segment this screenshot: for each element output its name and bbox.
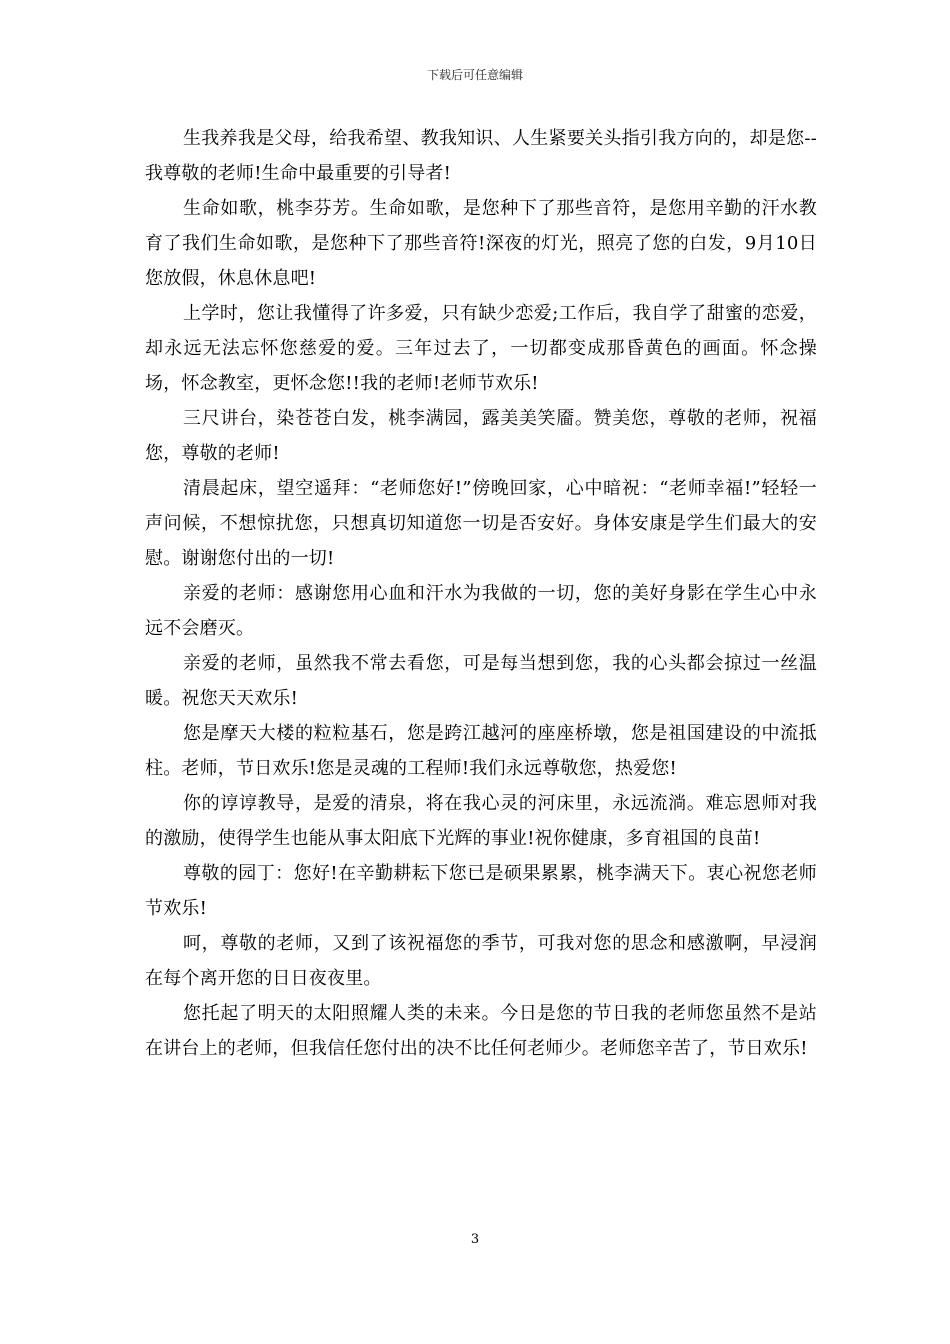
- paragraph: 呵，尊敬的老师，又到了该祝福您的季节，可我对您的思念和感激啊，早浸润在每个离开您的日日夜夜里。: [145, 933, 817, 989]
- paragraph: 清晨起床，望空遥拜：“老师您好!”傍晚回家，心中暗祝：“老师幸福!”轻轻一声问候，不想惊扰您，只想真切知道您一切是否安好。身体安康是学生们最大的安慰。谢谢您付出的一切!: [145, 478, 817, 569]
- page-header: 下载后可任意编辑: [426, 68, 523, 82]
- paragraph: 你的谆谆教导，是爱的清泉，将在我心灵的河床里，永远流淌。难忘恩师对我的激励，使得学生也能从事太阳底下光辉的事业!祝你健康，多育祖国的良苗!: [145, 793, 817, 849]
- paragraph: 生我养我是父母，给我希望、教我知识、人生紧要关头指引我方向的，却是您--我尊敬的老师!生命中最重要的引导者!: [145, 128, 817, 184]
- paragraph: 三尺讲台，染苍苍白发，桃李满园，露美美笑靥。赞美您，尊敬的老师，祝福您，尊敬的老师!: [145, 408, 817, 464]
- paragraph: 您是摩天大楼的粒粒基石，您是跨江越河的座座桥墩，您是祖国建设的中流抵柱。老师，节日欢乐!您是灵魂的工程师!我们永远尊敬您，热爱您!: [145, 723, 817, 779]
- page-number: 3: [470, 1232, 480, 1247]
- paragraph: 上学时，您让我懂得了许多爱，只有缺少恋爱;工作后，我自学了甜蜜的恋爱，却永远无法忘怀您慈爱的爱。三年过去了，一切都变成那昏黄色的画面。怀念操场，怀念教室，更怀念您!!我的老师!老师节欢乐!: [145, 303, 817, 394]
- paragraph: 亲爱的老师，虽然我不常去看您，可是每当想到您，我的心头都会掠过一丝温暖。祝您天天欢乐!: [145, 653, 817, 709]
- paragraph: 尊敬的园丁：您好!在辛勤耕耘下您已是硕果累累，桃李满天下。衷心祝您老师节欢乐!: [145, 863, 817, 919]
- document-body: [145, 121, 817, 1066]
- paragraph: 您托起了明天的太阳照耀人类的未来。今日是您的节日我的老师您虽然不是站在讲台上的老师，但我信任您付出的决不比任何老师少。老师您辛苦了，节日欢乐!: [145, 1003, 817, 1059]
- paragraph: 亲爱的老师：感谢您用心血和汗水为我做的一切，您的美好身影在学生心中永远不会磨灭。: [145, 583, 817, 639]
- paragraph: 生命如歌，桃李芬芳。生命如歌，是您种下了那些音符，是您用辛勤的汗水教育了我们生命如歌，是您种下了那些音符!深夜的灯光，照亮了您的白发，9月10日您放假，休息休息吧!: [145, 198, 817, 289]
